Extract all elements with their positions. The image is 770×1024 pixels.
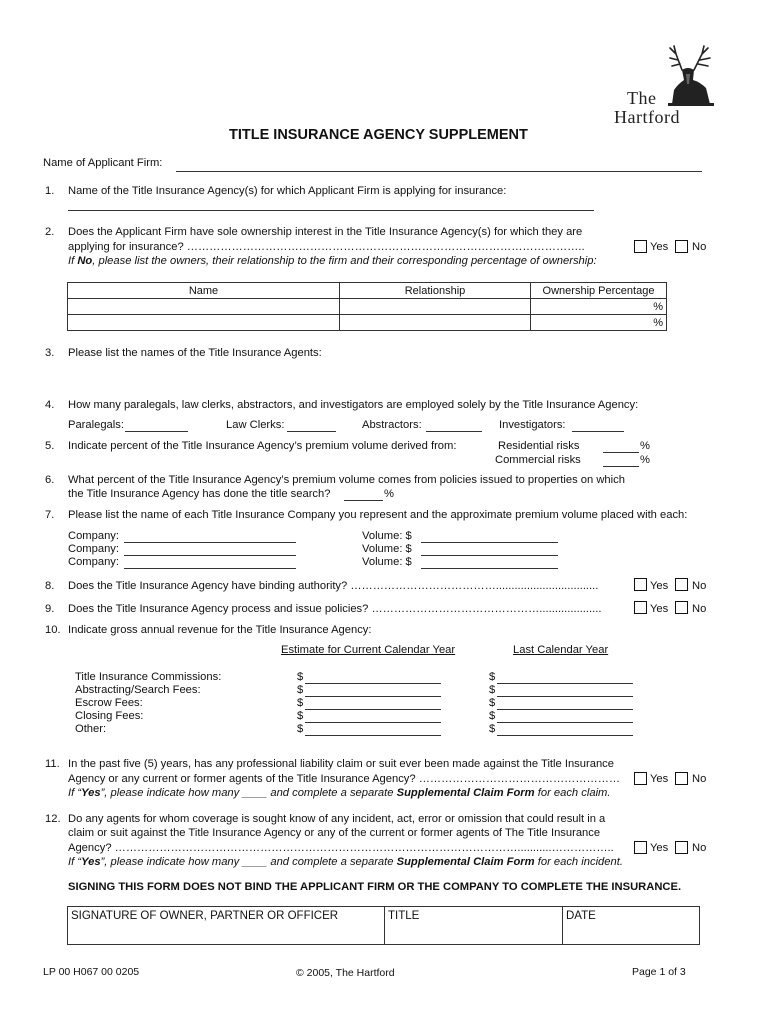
- q9-no-label: No: [692, 603, 707, 615]
- current-year-field[interactable]: [305, 735, 441, 736]
- q1-field[interactable]: [68, 210, 594, 211]
- q6-field[interactable]: [344, 500, 383, 501]
- form-code: LP 00 H067 00 0205: [43, 966, 140, 978]
- q6-line2: the Title Insurance Agency has done the title search?: [68, 488, 331, 500]
- current-year-header: Estimate for Current Calendar Year: [281, 644, 456, 656]
- q4-number: 4.: [45, 399, 55, 411]
- owner-percentage-cell[interactable]: %: [531, 315, 667, 331]
- q2-yes-checkbox[interactable]: [634, 240, 647, 253]
- signature-title-cell[interactable]: TITLE: [385, 907, 563, 945]
- dollar-sign: $: [489, 684, 496, 696]
- owners-header-percentage: Ownership Percentage: [531, 283, 667, 299]
- q8-no-checkbox[interactable]: [675, 578, 688, 591]
- dollar-sign: $: [489, 710, 496, 722]
- q12-yes-label: Yes: [650, 842, 669, 854]
- q1-number: 1.: [45, 185, 55, 197]
- copyright: © 2005, The Hartford: [296, 967, 395, 979]
- q10-text: Indicate gross annual revenue for the Title Insurance Agency:: [68, 624, 372, 636]
- volume-label: Volume: $: [362, 543, 412, 555]
- commercial-field[interactable]: [603, 466, 639, 467]
- signature-date-cell[interactable]: DATE: [563, 907, 700, 945]
- current-year-field[interactable]: [305, 709, 441, 710]
- q5-number: 5.: [45, 440, 55, 452]
- page-number: Page 1 of 3: [632, 966, 686, 978]
- q8-text: Does the Title Insurance Agency have binding authority? ………………………………….................................: [68, 580, 599, 592]
- q9-no-checkbox[interactable]: [675, 601, 688, 614]
- q2-line1: Does the Applicant Firm have sole ownership interest in the Title Insurance Agency(s) for which they are: [68, 226, 583, 238]
- abstractors-label: Abstractors:: [362, 419, 422, 431]
- q12-line1: Do any agents for whom coverage is sought know of any incident, act, error or omission that could result in a: [68, 813, 606, 825]
- revenue-row-label: Escrow Fees:: [75, 697, 143, 709]
- company-label: Company:: [68, 556, 119, 568]
- q6-pct: %: [384, 488, 394, 500]
- company-label: Company:: [68, 530, 119, 542]
- residential-label: Residential risks: [498, 440, 580, 452]
- q12-number: 12.: [45, 813, 61, 825]
- page-title: TITLE INSURANCE AGENCY SUPPLEMENT: [229, 127, 528, 143]
- owner-name-cell[interactable]: [68, 299, 340, 315]
- law-clerks-field[interactable]: [287, 431, 336, 432]
- notice-text: SIGNING THIS FORM DOES NOT BIND THE APPLICANT FIRM OR THE COMPANY TO COMPLETE THE INSURANCE.: [68, 881, 682, 893]
- q11-instruction: If “Yes”, please indicate how many ____ and complete a separate Supplemental Claim Form for each claim.: [68, 787, 611, 799]
- brand-line-1: The: [627, 88, 657, 108]
- q11-no-checkbox[interactable]: [675, 772, 688, 785]
- owners-header-name: Name: [68, 283, 340, 299]
- owners-header-relationship: Relationship: [340, 283, 531, 299]
- dollar-sign: $: [297, 710, 304, 722]
- volume-field[interactable]: [421, 542, 558, 543]
- last-year-field[interactable]: [497, 683, 633, 684]
- applicant-firm-field[interactable]: [176, 171, 702, 172]
- paralegals-field[interactable]: [125, 431, 188, 432]
- dollar-sign: $: [489, 723, 496, 735]
- q12-no-label: No: [692, 842, 707, 854]
- owner-percentage-cell[interactable]: %: [531, 299, 667, 315]
- commercial-label: Commercial risks: [495, 454, 581, 466]
- q12-line2: claim or suit against the Title Insurance Agency or any of the current or former agents of The Title Insurance: [68, 827, 601, 839]
- dollar-sign: $: [489, 671, 496, 683]
- owner-relationship-cell[interactable]: [340, 315, 531, 331]
- brand-line-2: Hartford: [614, 107, 680, 127]
- q2-number: 2.: [45, 226, 55, 238]
- q7-text: Please list the name of each Title Insurance Company you represent and the approximate premium volume placed with each:: [68, 509, 688, 521]
- q2-no-checkbox[interactable]: [675, 240, 688, 253]
- dollar-sign: $: [297, 697, 304, 709]
- q8-no-label: No: [692, 580, 707, 592]
- q2-instruction: If No, please list the owners, their relationship to the firm and their corresponding percentage of ownership:: [68, 255, 597, 267]
- q6-line1: What percent of the Title Insurance Agency’s premium volume comes from policies issued to properties on which: [68, 474, 625, 486]
- revenue-row-label: Title Insurance Commissions:: [75, 671, 222, 683]
- last-year-field[interactable]: [497, 709, 633, 710]
- current-year-field[interactable]: [305, 722, 441, 723]
- q11-no-label: No: [692, 773, 707, 785]
- q11-yes-label: Yes: [650, 773, 669, 785]
- q2-yes-label: Yes: [650, 241, 669, 253]
- revenue-row-label: Closing Fees:: [75, 710, 144, 722]
- signature-table: [67, 906, 700, 945]
- q3-text: Please list the names of the Title Insurance Agents:: [68, 347, 322, 359]
- q1-text: Name of the Title Insurance Agency(s) for which Applicant Firm is applying for insurance:: [68, 185, 507, 197]
- q4-text: How many paralegals, law clerks, abstractors, and investigators are employed solely by the Title Insurance Agency:: [68, 399, 639, 411]
- q9-yes-label: Yes: [650, 603, 669, 615]
- q8-yes-checkbox[interactable]: [634, 578, 647, 591]
- stag-icon: [660, 44, 722, 108]
- revenue-row-label: Other:: [75, 723, 107, 735]
- q3-number: 3.: [45, 347, 55, 359]
- dollar-sign: $: [297, 684, 304, 696]
- q2-line2: applying for insurance? ……………………………………………………………………………………………..: [68, 241, 585, 253]
- q9-text: Does the Title Insurance Agency process and issue policies? ………………………………………....................: [68, 603, 602, 615]
- signature-cell[interactable]: SIGNATURE OF OWNER, PARTNER OR OFFICER: [68, 907, 385, 945]
- residential-field[interactable]: [603, 452, 639, 453]
- q5-text: Indicate percent of the Title Insurance Agency’s premium volume derived from:: [68, 440, 457, 452]
- applicant-label: Name of Applicant Firm:: [43, 157, 163, 169]
- q11-line1: In the past five (5) years, has any professional liability claim or suit ever been made against the Title Insurance: [68, 758, 614, 770]
- company-field[interactable]: [124, 555, 296, 556]
- dollar-sign: $: [489, 697, 496, 709]
- dollar-sign: $: [297, 723, 304, 735]
- current-year-field[interactable]: [305, 696, 441, 697]
- current-year-field[interactable]: [305, 683, 441, 684]
- company-field[interactable]: [124, 568, 296, 569]
- q12-yes-checkbox[interactable]: [634, 841, 647, 854]
- last-year-field[interactable]: [497, 735, 633, 736]
- q12-line3: Agency? ………………………………………………………………………………………………...........……………..: [68, 842, 614, 854]
- volume-label: Volume: $: [362, 530, 412, 542]
- q8-number: 8.: [45, 580, 55, 592]
- q12-instruction: If “Yes”, please indicate how many ____ and complete a separate Supplemental Claim Form for each incident.: [68, 856, 623, 868]
- owner-relationship-cell[interactable]: [340, 299, 531, 315]
- q8-yes-label: Yes: [650, 580, 669, 592]
- q9-number: 9.: [45, 603, 55, 615]
- volume-field[interactable]: [421, 568, 558, 569]
- law-clerks-label: Law Clerks:: [226, 419, 285, 431]
- q10-number: 10.: [45, 624, 61, 636]
- company-field[interactable]: [124, 542, 296, 543]
- q11-number: 11.: [45, 758, 60, 770]
- revenue-row-label: Abstracting/Search Fees:: [75, 684, 201, 696]
- commercial-pct: %: [640, 454, 650, 466]
- residential-pct: %: [640, 440, 650, 452]
- company-label: Company:: [68, 543, 119, 555]
- last-year-field[interactable]: [497, 722, 633, 723]
- owner-name-cell[interactable]: [68, 315, 340, 331]
- q6-number: 6.: [45, 474, 55, 486]
- volume-field[interactable]: [421, 555, 558, 556]
- dollar-sign: $: [297, 671, 304, 683]
- q9-yes-checkbox[interactable]: [634, 601, 647, 614]
- last-year-field[interactable]: [497, 696, 633, 697]
- paralegals-label: Paralegals:: [68, 419, 124, 431]
- q11-line2: Agency or any current or former agents of the Title Insurance Agency? ………………………………………………: [68, 773, 621, 785]
- q2-no-label: No: [692, 241, 707, 253]
- q7-number: 7.: [45, 509, 55, 521]
- investigators-field[interactable]: [572, 431, 624, 432]
- q11-yes-checkbox[interactable]: [634, 772, 647, 785]
- last-year-header: Last Calendar Year: [513, 644, 609, 656]
- investigators-label: Investigators:: [499, 419, 566, 431]
- q12-no-checkbox[interactable]: [675, 841, 688, 854]
- volume-label: Volume: $: [362, 556, 412, 568]
- owners-table: [67, 282, 667, 331]
- abstractors-field[interactable]: [426, 431, 482, 432]
